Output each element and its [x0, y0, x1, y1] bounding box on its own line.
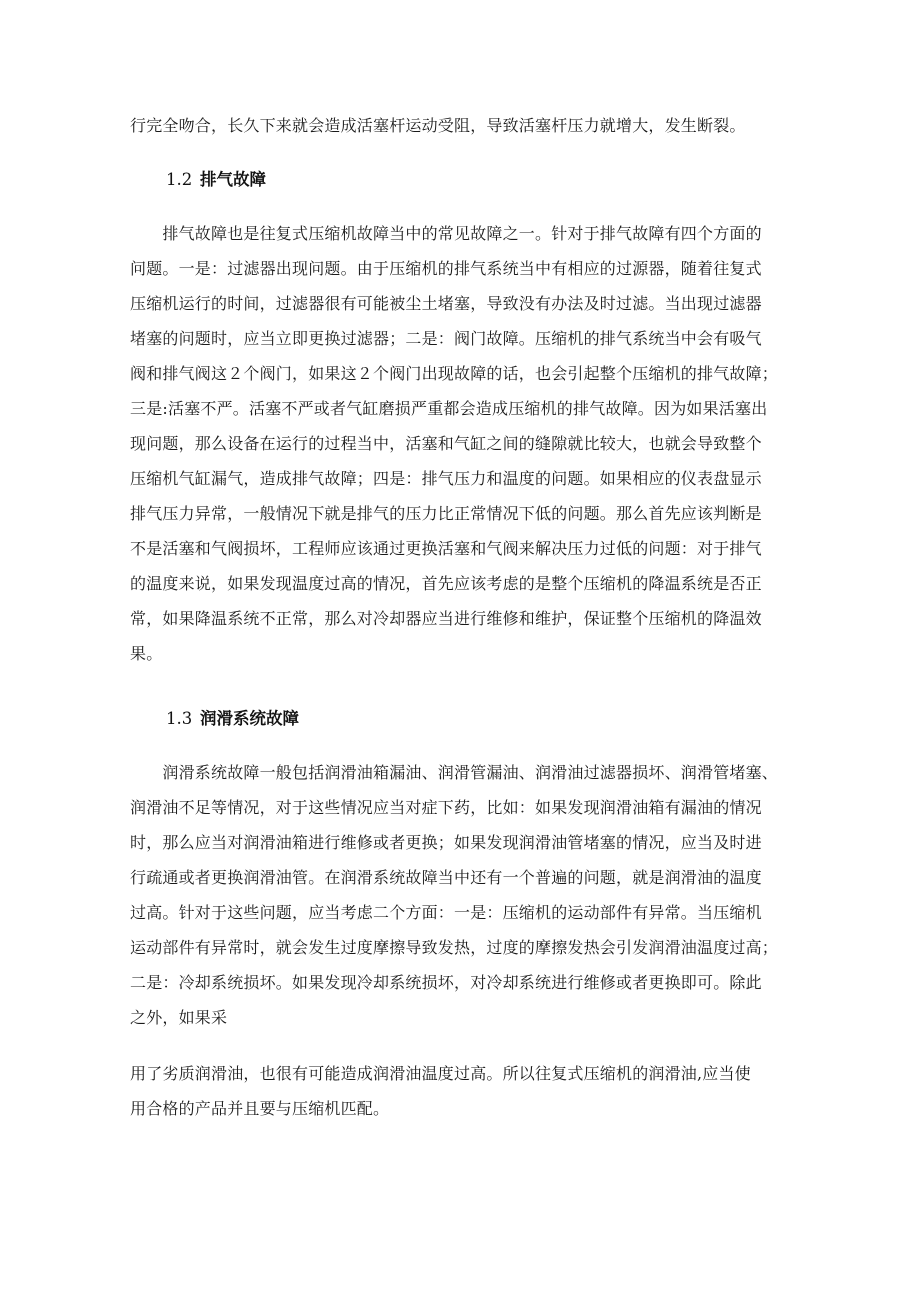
section-number: 1.2: [166, 170, 193, 189]
paragraph-line: 过高。针对于这些问题，应当考虑二个方面：一是：压缩机的运动部件有异常。当压缩机: [130, 903, 762, 922]
paragraph-line: 二是：冷却系统损坏。如果发现冷却系统损坏，对冷却系统进行维修或者更换即可。除此: [130, 973, 762, 992]
paragraph-line: 时，那么应当对润滑油箱进行维修或者更换；如果发现润滑油管堵塞的情况，应当及时进: [130, 833, 762, 852]
paragraph-line: 果。: [130, 644, 163, 663]
section-title: 排气故障: [200, 170, 266, 189]
paragraph-line: 用合格的产品并且要与压缩机匹配。: [130, 1099, 390, 1118]
paragraph-line: 压缩机气缸漏气，造成排气故障；四是：排气压力和温度的问题。如果相应的仪表盘显示: [130, 469, 762, 488]
paragraph-line: 用了劣质润滑油，也很有可能造成润滑油温度过高。所以往复式压缩机的润滑油,应当使: [130, 1064, 751, 1083]
section-number: 1.3: [166, 709, 193, 728]
paragraph-line: 堵塞的问题时，应当立即更换过滤器；二是：阀门故障。压缩机的排气系统当中会有吸气: [130, 329, 762, 348]
continuation-line: 行完全吻合，长久下来就会造成活塞杆运动受阻，导致活塞杆压力就增大，发生断裂。: [130, 116, 746, 135]
paragraph-line: 压缩机运行的时间，过滤器很有可能被尘土堵塞，导致没有办法及时过滤。当出现过滤器: [130, 294, 762, 313]
paragraph-line: 三是:活塞不严。活塞不严或者气缸磨损严重都会造成压缩机的排气故障。因为如果活塞出: [130, 399, 768, 418]
paragraph-line: 现问题，那么设备在运行的过程当中，活塞和气缸之间的缝隙就比较大，也就会导致整个: [130, 434, 762, 453]
paragraph-line: 运动部件有异常时，就会发生过度摩擦导致发热，过度的摩擦发热会引发润滑油温度过高；: [130, 938, 779, 957]
paragraph-line: 不是活塞和气阀损坏，工程师应该通过更换活塞和气阀来解决压力过低的问题：对于排气: [130, 539, 762, 558]
paragraph-line: 排气故障也是往复式压缩机故障当中的常见故障之一。针对于排气故障有四个方面的: [130, 224, 762, 243]
paragraph-line: 润滑油不足等情况，对于这些情况应当对症下药，比如：如果发现润滑油箱有漏油的情况: [130, 798, 762, 817]
section-title: 润滑系统故障: [200, 709, 299, 728]
paragraph-line: 排气压力异常，一般情况下就是排气的压力比正常情况下低的问题。那么首先应该判断是: [130, 504, 762, 523]
section-heading-1-3: [166, 709, 299, 729]
paragraph-line: 之外，如果采: [130, 1008, 228, 1027]
section-heading-1-2: [166, 170, 266, 190]
paragraph-line: 行疏通或者更换润滑油管。在润滑系统故障当中还有一个普遍的问题，就是润滑油的温度: [130, 868, 762, 887]
paragraph-line: 润滑系统故障一般包括润滑油箱漏油、润滑管漏油、润滑油过滤器损坏、润滑管堵塞、: [130, 763, 779, 782]
paragraph-line: 问题。一是：过滤器出现问题。由于压缩机的排气系统当中有相应的过源器，随着往复式: [130, 259, 762, 278]
paragraph-line: 常，如果降温系统不正常，那么对冷却器应当进行维修和维护，保证整个压缩机的降温效: [130, 609, 762, 628]
paragraph-line: 阀和排气阀这２个阀门，如果这２个阀门出现故障的话，也会引起整个压缩机的排气故障；: [130, 364, 779, 383]
paragraph-line: 的温度来说，如果发现温度过高的情况，首先应该考虑的是整个压缩机的降温系统是否正: [130, 574, 762, 593]
